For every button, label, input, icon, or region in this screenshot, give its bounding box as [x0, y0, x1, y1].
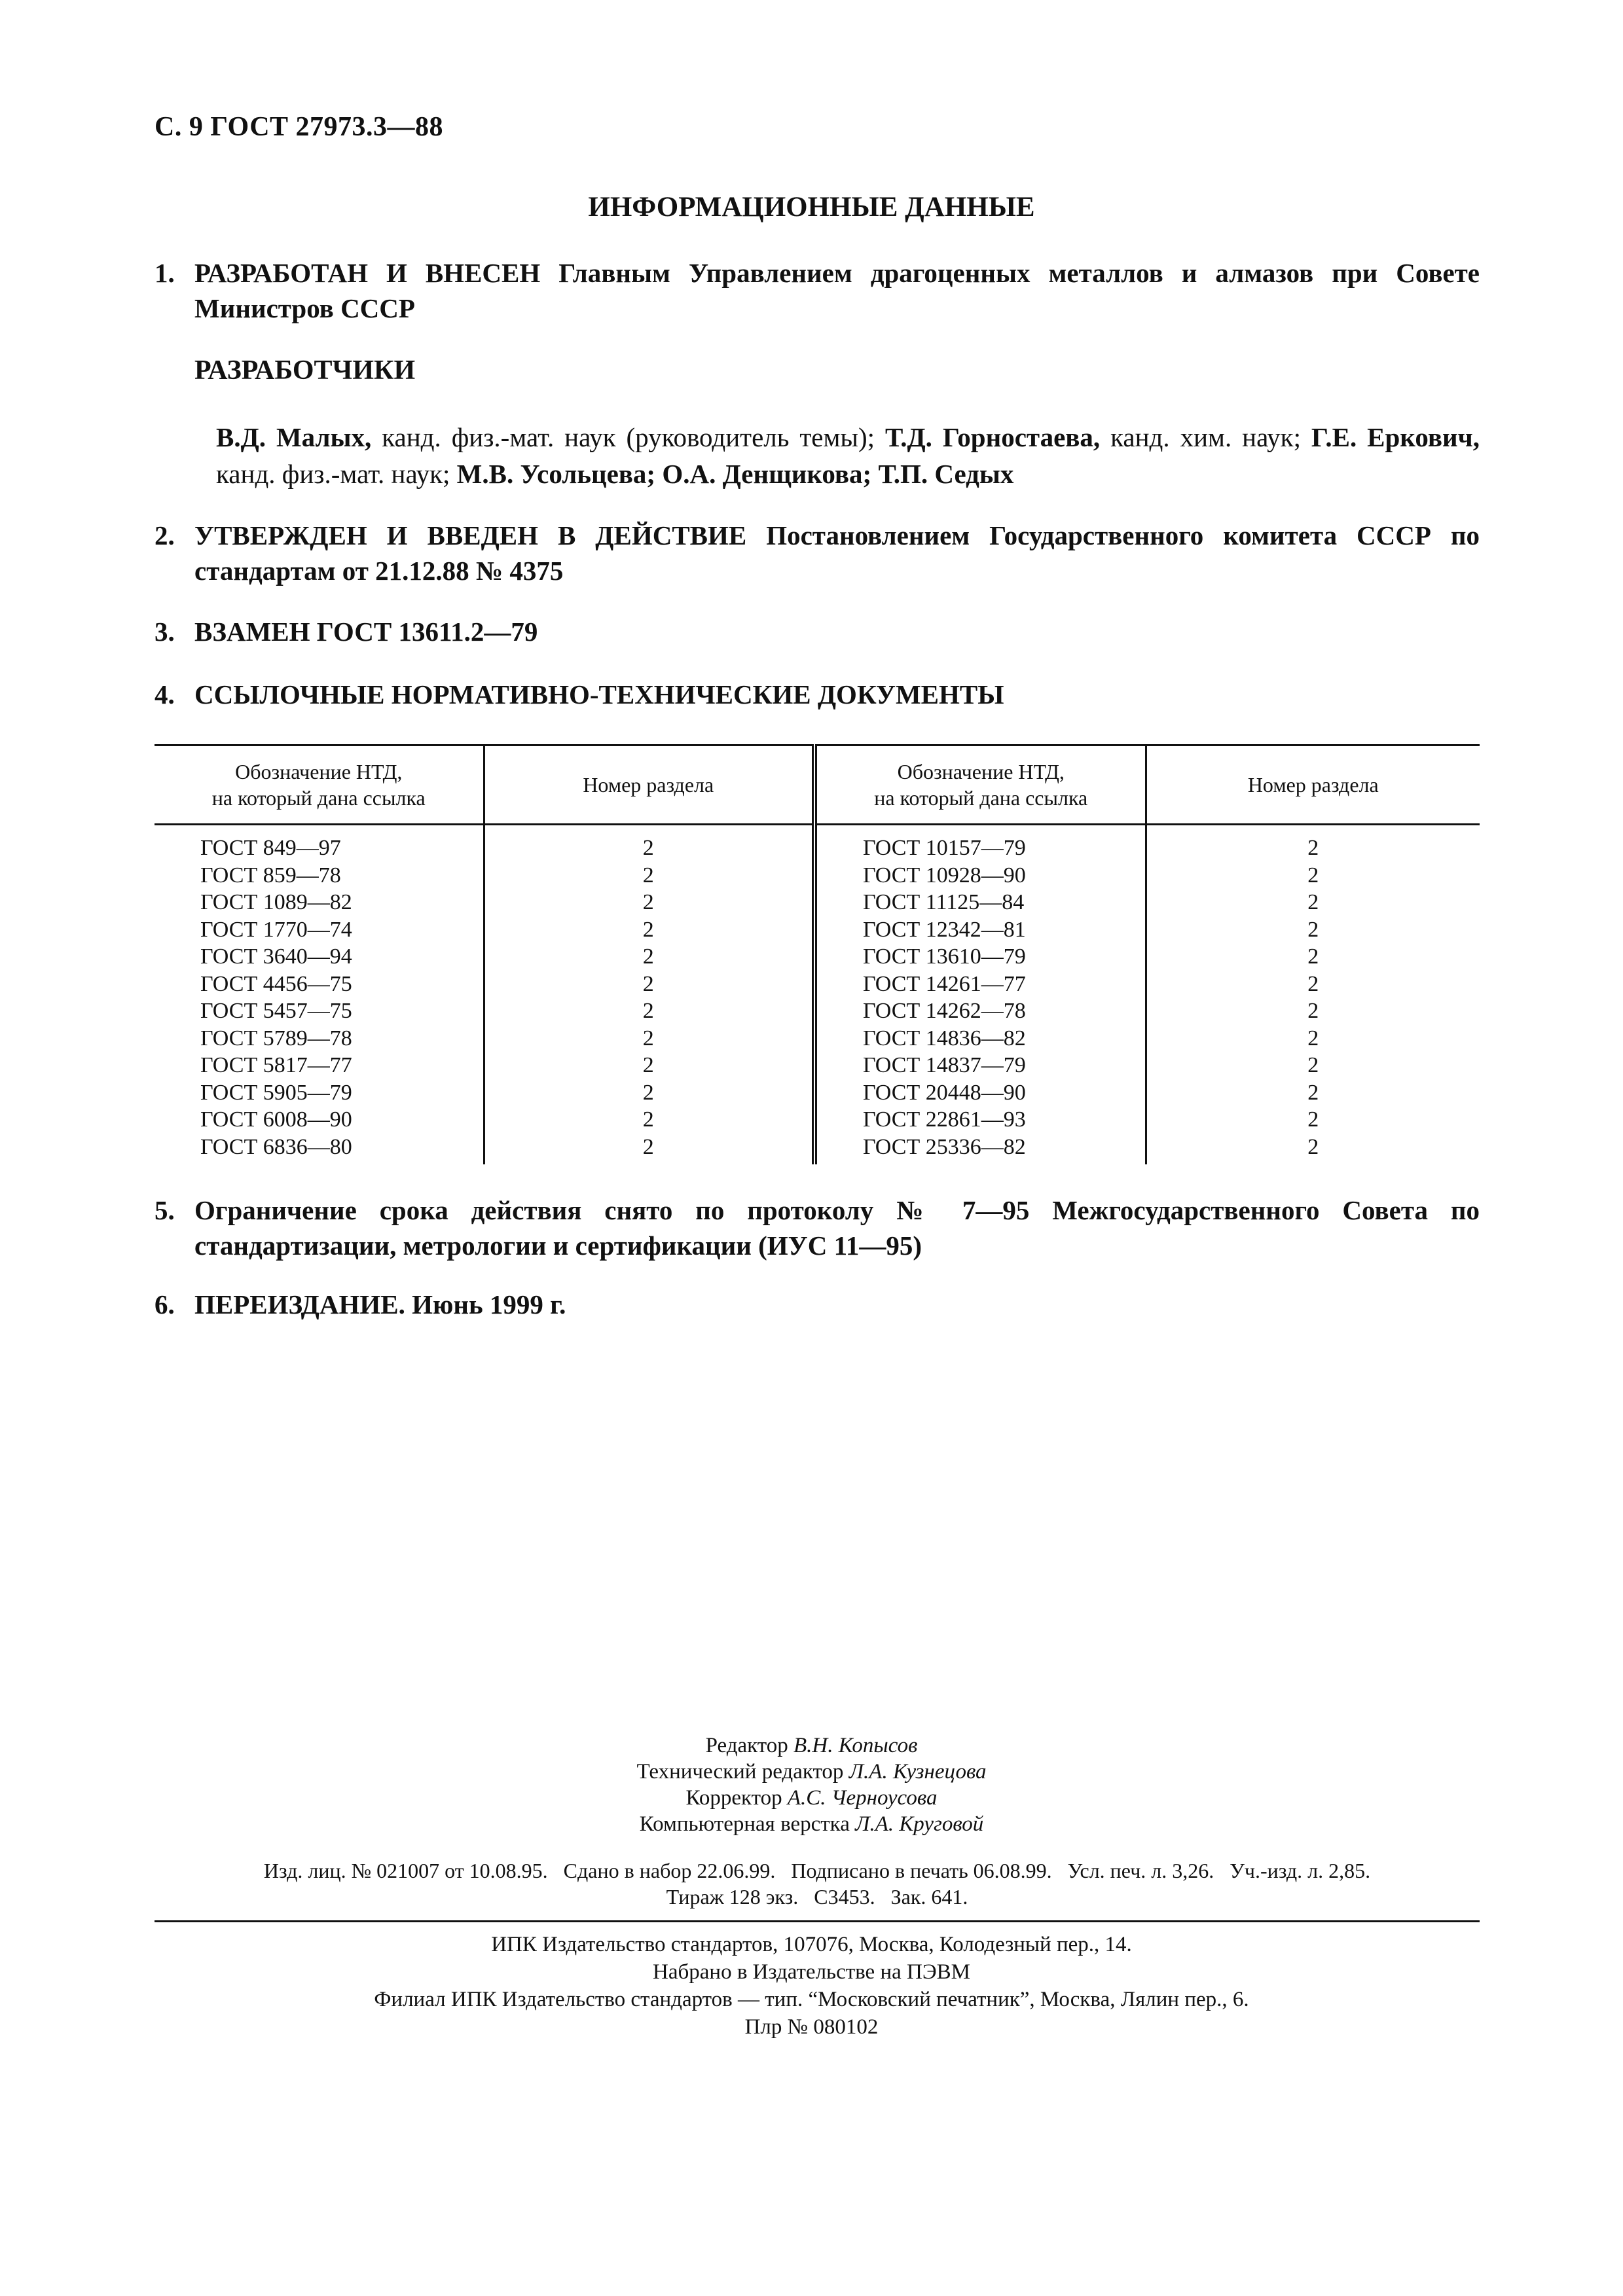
cell-section: 2: [1307, 1026, 1319, 1050]
item-number: 3.: [155, 617, 175, 647]
cell-designation: ГОСТ 14837—79: [814, 1052, 1146, 1079]
imprint-divider: [155, 1920, 1480, 1922]
item-text: Ограничение срока действия снято по протоколу № 7—95 Межгосударственного Совета по стандартизации, метрологии и сертификации (ИУС 11—95): [194, 1195, 1480, 1261]
credit-line: Технический редактор Л.А. Кузнецова: [636, 1760, 987, 1784]
table-row: [155, 1079, 1480, 1107]
cell-section: 2: [484, 1052, 814, 1079]
cell-designation: ГОСТ 5457—75: [155, 997, 484, 1025]
column-header-section: Номер раздела: [484, 745, 814, 825]
developers-list: [216, 419, 1480, 492]
item-number: 6.: [155, 1289, 175, 1319]
cell-designation: ГОСТ 5817—77: [155, 1052, 484, 1079]
imprint-line: Тираж 128 экз. С3453. Зак. 641.: [666, 1885, 968, 1909]
document-title: ИНФОРМАЦИОННЫЕ ДАННЫЕ: [588, 192, 1035, 223]
cell-section: 2: [1307, 1107, 1319, 1132]
cell-section: 2: [1307, 1134, 1319, 1159]
developers-heading: РАЗРАБОТЧИКИ: [194, 355, 416, 386]
cell-section: 2: [484, 862, 814, 889]
item-body: [194, 255, 1480, 326]
cell-designation: ГОСТ 4456—75: [155, 971, 484, 998]
item-lead: РАЗРАБОТАН И ВНЕСЕН: [194, 258, 541, 288]
table-header-row: [155, 745, 1480, 825]
item-text: ПЕРЕИЗДАНИЕ. Июнь 1999 г.: [194, 1289, 566, 1319]
cell-section: 2: [484, 889, 814, 916]
cell-section: 2: [484, 997, 814, 1025]
cell-section: 2: [1307, 971, 1319, 996]
cell-section: 2: [1307, 1080, 1319, 1105]
cell-section: 2: [484, 916, 814, 944]
item-approved: [155, 518, 1480, 588]
cell-designation: ГОСТ 11125—84: [814, 889, 1146, 916]
table-row: [155, 1052, 1480, 1079]
credit-line: Корректор А.С. Черноусова: [685, 1786, 938, 1810]
cell-designation: ГОСТ 14262—78: [814, 997, 1146, 1025]
table-row: [155, 1025, 1480, 1052]
cell-section: 2: [1307, 836, 1319, 860]
publisher-line: ИПК Издательство стандартов, 107076, Москва, Колодезный пер., 14.: [491, 1933, 1132, 1956]
references-table: [155, 744, 1480, 1164]
cell-designation: ГОСТ 5789—78: [155, 1025, 484, 1052]
table-row: [155, 997, 1480, 1025]
developer-name: В.Д. Малых,: [216, 422, 372, 452]
item-text: ССЫЛОЧНЫЕ НОРМАТИВНО-ТЕХНИЧЕСКИЕ ДОКУМЕНТЫ: [194, 679, 1004, 709]
cell-designation: ГОСТ 14836—82: [814, 1025, 1146, 1052]
item-reissue: [155, 1287, 1480, 1322]
item-replaces: [155, 614, 1480, 649]
item-text: УТВЕРЖДЕН И ВВЕДЕН В ДЕЙСТВИЕ Постановлением Государственного комитета СССР по стандартам от 21.12.88 № 4375: [194, 520, 1480, 586]
developer-title: канд. физ.-мат. наук;: [216, 459, 457, 489]
imprint-block: [155, 1857, 1480, 1910]
page-header: С. 9 ГОСТ 27973.3—88: [155, 112, 444, 142]
publisher-line: Набрано в Издательстве на ПЭВМ: [653, 1960, 970, 1984]
item-developed: [155, 255, 1480, 326]
developer-name: М.В. Усольцева; О.А. Денщикова; Т.П. Седых: [456, 459, 1014, 489]
cell-section: 2: [484, 1079, 814, 1107]
table-row: [155, 825, 1480, 862]
item-references: [155, 677, 1480, 712]
table-row: [155, 1134, 1480, 1165]
table-row: [155, 1106, 1480, 1134]
cell-designation: ГОСТ 1770—74: [155, 916, 484, 944]
cell-section: 2: [1307, 999, 1319, 1023]
cell-section: 2: [1307, 1053, 1319, 1077]
cell-section: 2: [484, 825, 814, 862]
cell-section: 2: [1307, 863, 1319, 888]
item-number: 5.: [155, 1195, 175, 1225]
item-number: 4.: [155, 679, 175, 709]
cell-designation: ГОСТ 3640—94: [155, 943, 484, 971]
table-row: [155, 862, 1480, 889]
cell-designation: ГОСТ 13610—79: [814, 943, 1146, 971]
item-number: 2.: [155, 520, 175, 550]
item-limitation: [155, 1193, 1480, 1263]
cell-designation: ГОСТ 25336—82: [814, 1134, 1146, 1165]
cell-designation: ГОСТ 859—78: [155, 862, 484, 889]
cell-section: 2: [484, 1106, 814, 1134]
publisher-line: Филиал ИПК Издательство стандартов — тип. “Московский печатник”, Москва, Лялин пер., 6.: [374, 1988, 1249, 2011]
cell-designation: ГОСТ 20448—90: [814, 1079, 1146, 1107]
cell-section: 2: [484, 943, 814, 971]
item-text: Главным Управлением драгоценных металлов и алмазов при Совете Министров СССР: [194, 258, 1480, 323]
column-header-designation: Обозначение НТД, на который дана ссылка: [155, 745, 484, 825]
cell-designation: ГОСТ 14261—77: [814, 971, 1146, 998]
developer-title: канд. хим. наук;: [1100, 422, 1311, 452]
table-row: [155, 916, 1480, 944]
cell-section: 2: [1307, 890, 1319, 914]
cell-designation: ГОСТ 6008—90: [155, 1106, 484, 1134]
cell-designation: ГОСТ 10928—90: [814, 862, 1146, 889]
credits-block: [0, 1732, 1623, 1837]
developer-name: Т.Д. Горностаева,: [884, 422, 1101, 452]
column-header-section: Номер раздела: [1146, 745, 1480, 825]
cell-designation: ГОСТ 10157—79: [814, 825, 1146, 862]
cell-section: 2: [484, 1134, 814, 1165]
cell-designation: ГОСТ 849—97: [155, 825, 484, 862]
cell-section: 2: [1307, 917, 1319, 942]
table-row: [155, 971, 1480, 998]
cell-designation: ГОСТ 1089—82: [155, 889, 484, 916]
credit-line: Компьютерная верстка Л.А. Круговой: [639, 1812, 984, 1836]
cell-section: 2: [1307, 944, 1319, 969]
item-text: ВЗАМЕН ГОСТ 13611.2—79: [194, 617, 538, 647]
cell-designation: ГОСТ 12342—81: [814, 916, 1146, 944]
table-body: [155, 825, 1480, 1165]
publisher-block: [0, 1931, 1623, 2041]
table-row: [155, 943, 1480, 971]
item-number: 1.: [155, 258, 175, 288]
cell-designation: ГОСТ 5905—79: [155, 1079, 484, 1107]
cell-designation: ГОСТ 6836—80: [155, 1134, 484, 1165]
developer-title: канд. физ.-мат. наук (руководитель темы);: [371, 422, 885, 452]
cell-section: 2: [484, 1025, 814, 1052]
publisher-line: Плр № 080102: [744, 2015, 879, 2039]
table-row: [155, 889, 1480, 916]
imprint-line: Изд. лиц. № 021007 от 10.08.95. Сдано в набор 22.06.99. Подписано в печать 06.08.99. Усл. печ. л. 3,26. Уч.-изд. л. 2,85.: [263, 1859, 1371, 1882]
credit-line: Редактор В.Н. Копысов: [705, 1734, 918, 1757]
cell-section: 2: [484, 971, 814, 998]
column-header-designation: Обозначение НТД, на который дана ссылка: [814, 745, 1146, 825]
cell-designation: ГОСТ 22861—93: [814, 1106, 1146, 1134]
developer-name: Г.Е. Еркович,: [1311, 422, 1480, 452]
